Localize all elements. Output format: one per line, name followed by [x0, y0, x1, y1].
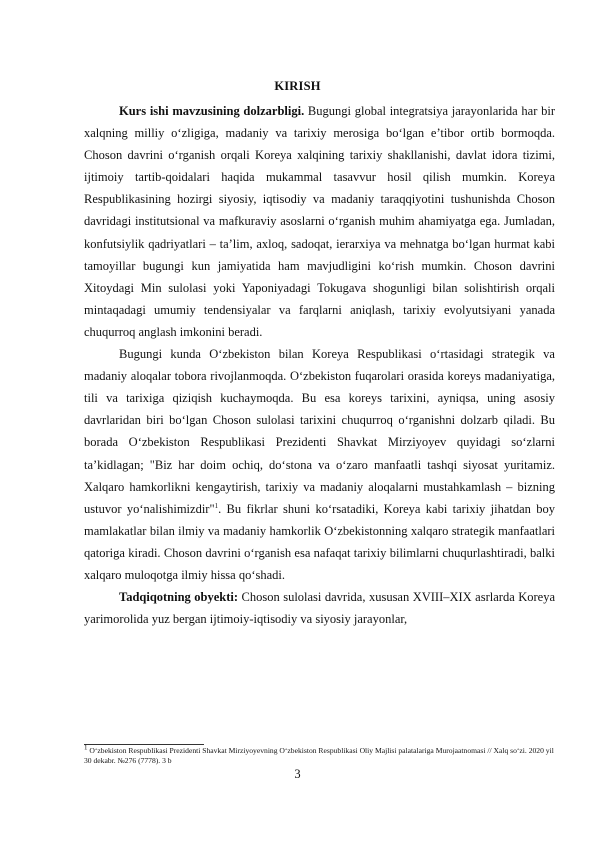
paragraph-relevance: [84, 100, 555, 343]
paragraph-text-continued: . Bu fikrlar shuni ko‘rsatadiki, Koreya kabi tarixiy jihatdan boy mamlakatlar bilan ilmiy va madaniy hamkorlik O‘zbekistonning xalqaro strategik manfaatlari qatoriga kiradi. Choson davrini o‘rganish esa nafaqat tarixiy bilimlarni chuqurlashtiradi, balki xalqaro muloqotga ilmiy hissa qo‘shadi.: [84, 501, 555, 582]
paragraph-text: Choson sulolasi davrida, xususan XVIII–XIX asrlarda Koreya yarimorolida yuz bergan ijtimoiy-iqtisodiy va siyosiy jarayonlar,: [84, 590, 556, 627]
page-number: 3: [294, 767, 301, 781]
paragraph-lead: Kurs ishi mavzusining dolzarbligi.: [119, 104, 305, 118]
footnote-text: O‘zbekiston Respublikasi Prezidenti Shavkat Mirziyoyevning O‘zbekiston Respublikasi Oliy Majlisi palatalariga Murojaatnomasi // Xalq so‘zi. 2020 yil 30 dekabr. №276 (7778). 3 b: [84, 746, 554, 765]
paragraph-lead: Tadqiqotning obyekti:: [119, 590, 239, 605]
paragraph-cooperation: [84, 343, 555, 586]
footnote-reference[interactable]: 1: [214, 501, 219, 510]
paragraph-object: [84, 586, 555, 630]
footnote-marker: 1: [84, 743, 88, 752]
footnote-divider: [84, 744, 204, 745]
body-text: [84, 100, 555, 630]
paragraph-text: Bugungi kunda O‘zbekiston bilan Koreya Respublikasi o‘rtasidagi strategik va madaniy aloqalar tobora rivojlanmoqda. O‘zbekiston fuqarolari orasida koreys madaniyatiga, tili va tarixiga qiziqish kuchaymoqda. Bu esa koreys tarixini, ayniqsa, uning asosiy davrlaridan biri bo‘lgan Choson sulolasi tarixini chuqurroq o‘rganishni dolzarb qiladi. Bu borada O‘zbekiston Respublikasi Prezidenti Shavkat Mirziyoyev quyidagi so‘zlarni ta’kidlagan; "Biz har doim ochiq, do‘stona va o‘zaro manfaatli tashqi siyosat yuritamiz. Xalqaro hamkorlikni kengaytirish, tarixiy va madaniy aloqalarni mustahkamlash – bizning ustuvor yo‘nalishimizdir": [84, 347, 555, 516]
footnote: [84, 743, 555, 766]
page-title: KIRISH: [274, 79, 321, 93]
paragraph-text: Bugungi global integratsiya jarayonlarida har bir xalqning milliy o‘zligiga, madaniy va tarixiy merosiga bo‘lgan e’tibor ortib bormoqda. Choson davrini o‘rganish orqali Koreya xalqining tarixiy shakllanishi, davlat idora tizimi, ijtimoiy tartib-qoidalari haqida mukammal tasavvur hosil qilish mumkin. Koreya Respublikasining hozirgi siyosiy, iqtisodiy va madaniy taraqqiyotini tushunishda Choson davridagi institutsional va mafkuraviy asoslarni o‘rganish muhim ahamiyatga ega. Jumladan, konfutsiylik qadriyatlari – ta’lim, axloq, sadoqat, ierarxiya va mehnatga bo‘lgan hurmat kabi tamoyillar bugungi kun jamiyatida ham mavjudligini ko‘rish mumkin. Choson davrini Xitoydagi Min sulolasi yoki Yaponiyadagi Tokugava shogunligi bilan solishtirish orqali mintaqadagi umumiy tendensiyalar va farqlarni aniqlash, tarixiy evolyutsiyani yanada chuqurroq anglash imkonini beradi.: [84, 104, 555, 339]
